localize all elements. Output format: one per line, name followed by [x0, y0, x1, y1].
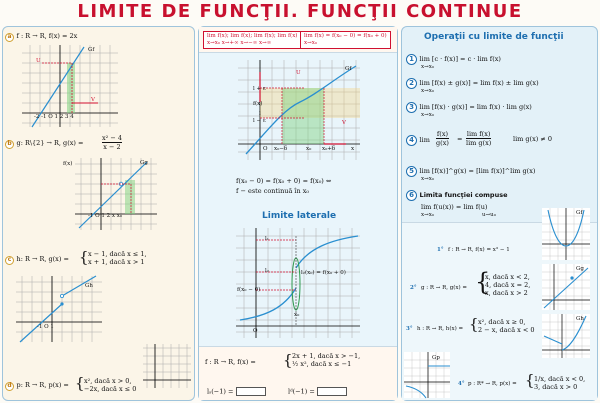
right-limit-label: lᵈ(−1) =	[288, 387, 315, 396]
graph-limit-gf: Gf	[345, 66, 352, 72]
exercise-2-case2: 4, dacă x = 2,	[485, 281, 531, 289]
operations-title: Operaţii cu limite de funcţii	[424, 32, 564, 42]
continuity-sub: x→x₀	[304, 40, 318, 46]
operation-5-sub: x→x₀	[421, 176, 435, 182]
graph-limit-x1: x₀−δ	[274, 146, 288, 152]
exercise-1-text: f : R → R, f(x) = x³ − 1	[448, 247, 510, 253]
left-limit-row	[207, 387, 266, 396]
brace-ex3: {	[469, 315, 479, 333]
brace-ex2: {	[475, 268, 491, 296]
formula-b-pre: g: R\{2} → R, g(x) =	[16, 139, 84, 147]
exercise-2-case1: x, dacă x < 2,	[485, 273, 530, 281]
continuity-text: f − este continuă în x₀	[236, 187, 310, 195]
formula-d-pre: p: R → R, p(x) =	[16, 381, 69, 389]
operation-6-title: Limita funcţiei compuse	[419, 191, 508, 199]
mini-graph-3-label: Gh	[576, 316, 584, 322]
exercise-3-cases	[478, 318, 535, 334]
exercise-2-num: 2°	[410, 285, 417, 291]
graph-lateral-l1: l₁	[265, 236, 269, 242]
operation-4-rden: lim g(x)	[466, 139, 492, 147]
limit-definitions-box	[203, 31, 301, 49]
operation-4-eq: =	[457, 135, 463, 143]
badge-op-3: 3	[406, 102, 417, 113]
graph-c-label: Gh	[85, 283, 93, 289]
graph-lateral-left: f(x₀ − 0)	[237, 287, 261, 293]
badge-op-1: 1	[406, 54, 417, 65]
exercise-3-num: 3°	[406, 326, 413, 332]
brace-d: {	[75, 374, 85, 392]
graph-b-label: Gg	[140, 160, 148, 166]
graph-lateral-x0: x₀	[294, 312, 300, 318]
graph-limit-y1: f(x)	[253, 101, 263, 107]
brace-mid: {	[283, 351, 293, 369]
formula-a: f : R → R, f(x) = 2x	[16, 32, 78, 40]
badge-op-5: 5	[406, 166, 417, 177]
exercise-4-case2: 3, dacă x > 0	[534, 383, 578, 391]
graph-limit-x3: x₀+δ	[322, 146, 336, 152]
graph-limit-x0: O	[263, 146, 268, 152]
operation-4-cond: lim g(x) ≠ 0	[513, 135, 552, 143]
operation-4-rnum: lim f(x)	[466, 130, 491, 138]
right-limit-answer-box	[317, 387, 347, 396]
operation-2-sub: x→x₀	[421, 88, 435, 94]
exercise-2-text: g : R → R, g(x) =	[421, 285, 468, 291]
graph-limit-y3: l − ε	[253, 118, 266, 124]
graph-lateral-o: O	[253, 328, 258, 334]
graph-lateral-l2: l₂	[265, 268, 269, 274]
example-d	[5, 380, 69, 391]
mini-graph-1-label: Gf	[576, 210, 583, 216]
continuity-equation: f(x₀ − 0) = f(x₀ + 0) = f(x₀) ⇔	[236, 177, 332, 185]
badge-op-4: 4	[406, 135, 417, 146]
formula-d-case2: −2x, dacă x ≤ 0	[84, 385, 137, 393]
operation-6	[406, 190, 508, 201]
mini-graph-4	[404, 352, 450, 398]
operation-6-sub: x→x₀	[421, 212, 435, 218]
exercise-f-case1: 2x + 1, dacă x > −1,	[292, 352, 361, 360]
graph-limit-x2: x₀	[306, 146, 312, 152]
exercise-2-case3: x, dacă x > 2	[485, 289, 528, 297]
formula-c-cases	[88, 250, 147, 266]
operation-5-text: lim [f(x)]^g(x) = [lim f(x)]^lim g(x)	[419, 167, 536, 175]
graph-a-v: V	[91, 97, 95, 103]
graph-c-ticks: -1 O 1	[37, 324, 54, 330]
operation-4	[406, 135, 430, 146]
limit-definitions: lim f(x); lim f(x); lim f(x); lim f(x)	[207, 33, 298, 39]
formula-d-cases	[84, 377, 136, 393]
example-a	[5, 31, 77, 42]
operation-3-sub: x→x₀	[421, 112, 435, 118]
continuity-formula: lim f(x) = f(x₀ − 0) = f(x₀ + 0)	[304, 33, 387, 39]
exercise-3-text: h : R → R, h(x) =	[417, 326, 464, 332]
exercise-1-num: 1°	[437, 247, 444, 253]
exercise-4-cases	[534, 375, 585, 391]
operation-4-num: f(x)	[436, 130, 449, 138]
operation-1-sub: x→x₀	[421, 64, 435, 70]
badge-op-6: 6	[406, 190, 417, 201]
exercise-2-cases	[485, 273, 530, 297]
brace-ex4: {	[525, 371, 535, 389]
exercise-4-text: p : R* → R, p(x) =	[468, 381, 517, 387]
formula-d-case1: x², dacă x > 0,	[84, 377, 132, 385]
formula-b-den: x − 2	[103, 143, 121, 151]
exercise-f-cases	[292, 352, 360, 368]
graph-limit-y0: l + ε	[253, 86, 266, 92]
formula-c-pre: h: R → R, g(x) =	[16, 255, 69, 263]
operation-2-text: lim [f(x) ± g(x)] = lim f(x) ± lim g(x)	[419, 79, 539, 87]
limit-definitions-subs: x→x₀ x→+∞ x→−∞ x→∞	[207, 40, 272, 46]
graph-b-fx: f(x)	[63, 161, 73, 167]
graph-limit-u: U	[296, 70, 301, 76]
graph-lateral-right: l₂(x₀) = f(x₀ + 0)	[301, 270, 346, 276]
lateral-limits-title: Limite laterale	[262, 211, 337, 221]
example-b	[5, 138, 83, 149]
page-title: LIMITE DE FUNCŢII. FUNCŢII CONTINUE	[77, 1, 523, 22]
graph-a-ticks: -2 -1 O 1 2 3 4	[34, 114, 74, 120]
operation-1-text: lim [c · f(x)] = c · lim f(x)	[419, 55, 501, 63]
graph-limit-y2: l	[259, 111, 261, 117]
operation-4-rfrac	[466, 130, 491, 147]
exercise-4-case1: 1/x, dacă x < 0,	[534, 375, 586, 383]
badge-d: d	[5, 382, 14, 391]
operation-6-text: lim f(u(x)) = lim f(u)	[421, 203, 488, 211]
formula-c-case1: x − 1, dacă x ≤ 1,	[88, 250, 147, 258]
brace-c: {	[79, 248, 89, 266]
graph-limit-v: V	[342, 120, 346, 126]
graph-lateral	[236, 228, 360, 338]
badge-a: a	[5, 33, 14, 42]
badge-b: b	[5, 140, 14, 149]
graph-limit-x4: x	[351, 146, 355, 152]
example-c	[5, 254, 69, 265]
exercise-3-case2: 2 − x, dacă x < 0	[478, 326, 535, 334]
mini-graph-4-label: Gp	[432, 355, 440, 361]
continuity-box	[300, 31, 391, 49]
graph-a-label: Gf	[88, 47, 95, 53]
formula-c-case2: x + 1, dacă x > 1	[88, 258, 145, 266]
operation-4-lim: lim	[419, 136, 430, 144]
operation-3-text: lim [f(x) · g(x)] = lim f(x) · lim g(x)	[419, 103, 532, 111]
operation-4-den: g(x)	[436, 139, 449, 147]
exercise-4-num: 4°	[458, 381, 465, 387]
graph-d	[143, 344, 191, 388]
exercise-3-case1: x², dacă x ≥ 0,	[478, 318, 526, 326]
mini-graph-1	[542, 208, 590, 260]
operation-4-frac	[436, 130, 449, 147]
exercise-f-def: f : R → R, f(x) =	[205, 358, 256, 366]
formula-b-num: x² − 4	[102, 134, 122, 142]
exercise-f-case2: ½ x², dacă x ≤ −1	[292, 360, 352, 368]
mini-graph-2-label: Gg	[576, 266, 584, 272]
left-limit-answer-box	[236, 387, 266, 396]
formula-b-frac	[102, 134, 122, 151]
operation-6-sub-u: u→u₀	[482, 212, 496, 218]
badge-op-2: 2	[406, 78, 417, 89]
graph-a-u: U	[36, 58, 41, 64]
left-limit-label: lₛ(−1) =	[207, 387, 234, 396]
graph-b-ticks: -1 O 1 2 x x₀	[88, 213, 123, 219]
badge-c: c	[5, 256, 14, 265]
right-limit-row	[288, 387, 347, 396]
